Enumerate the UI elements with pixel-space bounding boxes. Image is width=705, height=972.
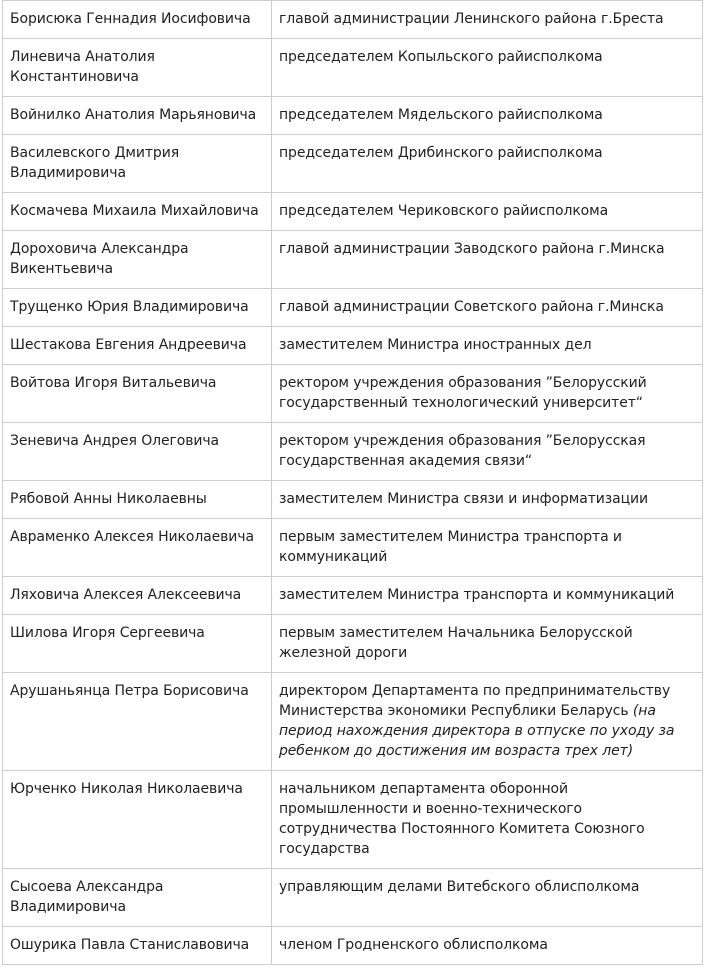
position-text: председателем Дрибинского райисполкома [279,145,603,161]
table-row [3,673,703,771]
table-row [3,289,703,327]
person-name-cell: Войнилко Анатолия Марьяновича [3,97,272,135]
position-text: заместителем Министра связи и информатизации [279,491,649,507]
table-row [3,193,703,231]
table-row [3,615,703,673]
table-row [3,927,703,965]
person-name-cell: Арушаньянца Петра Борисовича [3,673,272,771]
person-name-cell: Ошурика Павла Станиславовича [3,927,272,965]
position-text: первым заместителем Министра транспорта и коммуникаций [279,529,622,565]
position-cell [272,423,703,481]
person-name-cell: Сысоева Александра Владимировича [3,869,272,927]
table-row [3,365,703,423]
person-name-cell: Василевского Дмитрия Владимировича [3,135,272,193]
person-name-cell: Зеневича Андрея Олеговича [3,423,272,481]
position-cell [272,193,703,231]
position-text: главой администрации Ленинского района г.Бреста [279,11,664,27]
position-text: директором Департамента по предпринимательству Министерства экономики Республики Беларусь [279,683,671,719]
person-name-cell: Рябовой Анны Николаевны [3,481,272,519]
position-text: заместителем Министра иностранных дел [279,337,592,353]
person-name-cell: Трущенко Юрия Владимировича [3,289,272,327]
person-name-cell: Шестакова Евгения Андреевича [3,327,272,365]
table-row [3,771,703,869]
person-name-cell: Дороховича Александра Викентьевича [3,231,272,289]
position-text: членом Гродненского облисполкома [279,937,548,953]
position-text: главой администрации Советского района г.Минска [279,299,664,315]
table-row [3,97,703,135]
position-text: главой администрации Заводского района г.Минска [279,241,665,257]
position-cell [272,97,703,135]
appointments-table-body [3,1,703,965]
table-row [3,869,703,927]
table-row [3,519,703,577]
position-text: начальником департамента оборонной промышленности и военно-технического сотрудничества Постоянного Комитета Союзного государства [279,781,645,857]
position-note: (на период нахождения директора в отпуске по уходу за ребенком до достижения им возраста трех лет) [279,703,675,759]
position-text: управляющим делами Витебского облисполкома [279,879,640,895]
position-text: ректором учреждения образования ”Белорусская государственная академия связи“ [279,433,646,469]
person-name-cell: Ляховича Алексея Алексеевича [3,577,272,615]
table-row [3,1,703,39]
person-name-cell: Линевича Анатолия Константиновича [3,39,272,97]
position-cell [272,577,703,615]
position-cell [272,365,703,423]
position-cell [272,481,703,519]
table-row [3,39,703,97]
position-cell [272,1,703,39]
position-cell [272,615,703,673]
person-name-cell: Шилова Игоря Сергеевича [3,615,272,673]
person-name-cell: Юрченко Николая Николаевича [3,771,272,869]
position-text: председателем Копыльского райисполкома [279,49,603,65]
table-row [3,481,703,519]
appointments-table [2,0,703,965]
position-cell [272,519,703,577]
table-row [3,423,703,481]
position-text: ректором учреждения образования ”Белорусский государственный технологический университет“ [279,375,647,411]
table-row [3,231,703,289]
position-cell [272,289,703,327]
person-name-cell: Войтова Игоря Витальевича [3,365,272,423]
table-row [3,327,703,365]
position-text: заместителем Министра транспорта и коммуникаций [279,587,675,603]
position-cell [272,231,703,289]
person-name-cell: Авраменко Алексея Николаевича [3,519,272,577]
position-text: председателем Чериковского райисполкома [279,203,609,219]
person-name-cell: Борисюка Геннадия Иосифовича [3,1,272,39]
position-cell [272,327,703,365]
position-cell [272,135,703,193]
position-cell [272,771,703,869]
position-cell [272,869,703,927]
table-row [3,135,703,193]
position-cell [272,927,703,965]
position-cell [272,673,703,771]
table-row [3,577,703,615]
position-text: председателем Мядельского райисполкома [279,107,603,123]
position-cell [272,39,703,97]
person-name-cell: Космачева Михаила Михайловича [3,193,272,231]
position-text: первым заместителем Начальника Белорусской железной дороги [279,625,633,661]
